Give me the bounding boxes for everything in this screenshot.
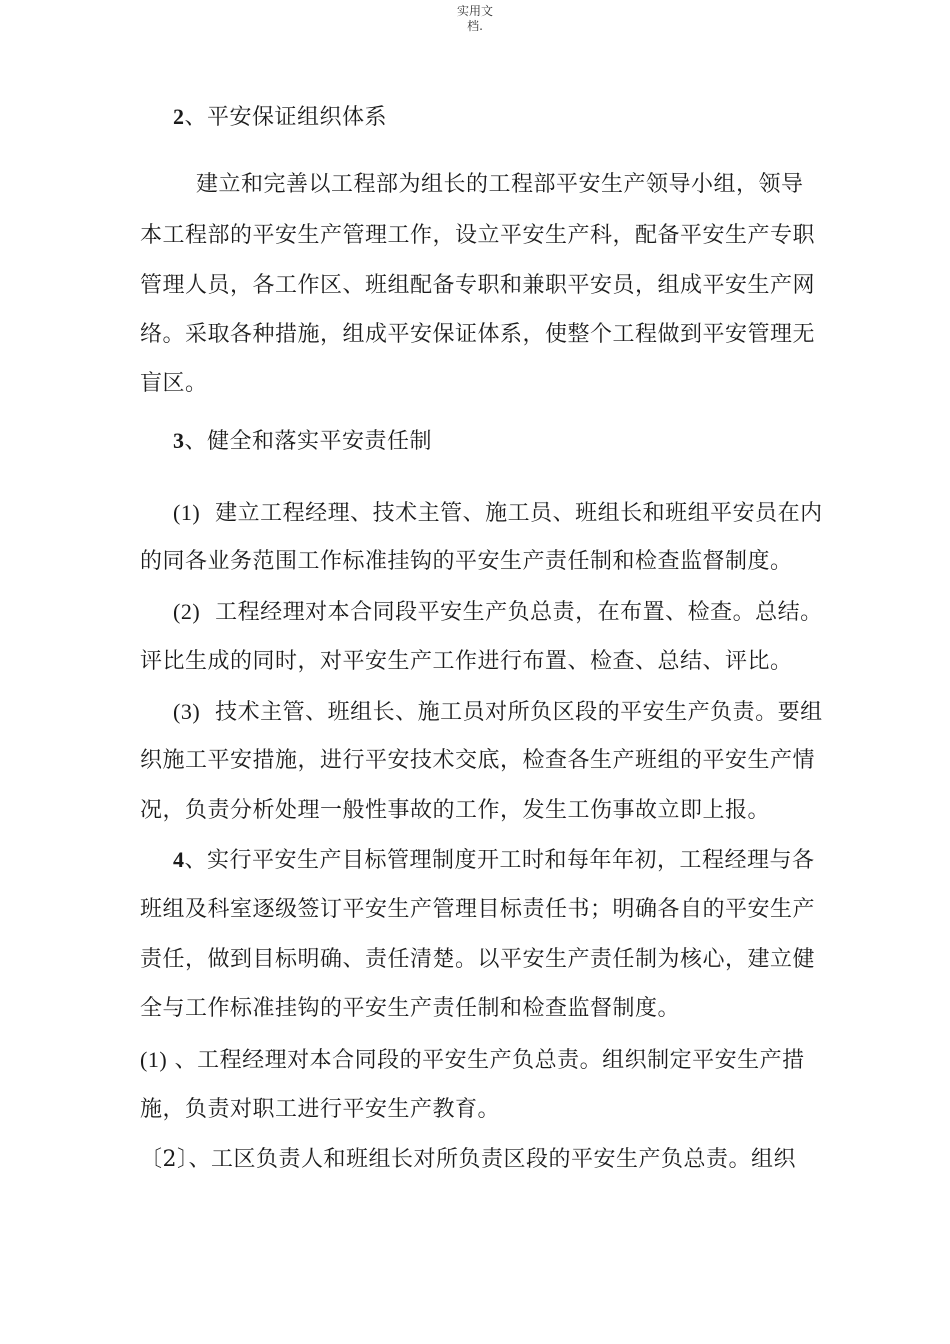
section-4-item-2-mark: 〔2〕 [140,1147,189,1172]
section-3-item-1-text: 建立工程经理、技术主管、施工员、班组长和班组平安员在内 [215,501,823,526]
section-2-heading [173,102,853,133]
section-4-item-1-first [140,1045,820,1076]
section-3-item-3-rest-2: 况，负责分析处理一般性事故的工作，发生工伤事故立即上报。 [140,798,771,823]
section-2-para-line-5: 盲区。 [140,371,208,396]
section-2-para-line-1: 建立和完善以工程部为组长的工程部平安生产领导小组，领导 [196,172,804,197]
section-4-item-1-mark: (1) [140,1047,168,1072]
section-4-line-2: 班组及科室逐级签订平安生产管理目标责任书；明确各自的平安生产 [140,897,816,922]
section-2-para-line-4: 络。采取各种措施，组成平安保证体系，使整个工程做到平安管理无 [140,322,816,347]
section-3-number: 3 [173,428,185,453]
section-4-number: 4 [173,847,185,872]
section-3-item-1-rest: 的同各业务范围工作标准挂钩的平安生产责任制和检查监督制度。 [140,549,793,574]
section-3-item-3-text: 技术主管、班组长、施工员对所负区段的平安生产负责。要组 [215,700,823,725]
section-4-first-text: 、实行平安生产目标管理制度开工时和每年年初，工程经理与各 [184,848,815,873]
section-3-item-1-mark: (1) [173,500,201,525]
section-3-item-2-rest: 评比生成的同时，对平安生产工作进行布置、检查、总结、评比。 [140,649,793,674]
header-line-1: 实用文 [456,4,493,18]
section-3-item-2-first [173,597,853,628]
section-4-item-2-first [140,1145,820,1175]
section-2-number: 2 [173,104,185,129]
section-3-item-2-text: 工程经理对本合同段平安生产负总责，在布置、检查。总结。 [215,600,823,625]
section-4-item-1-text: 、工程经理对本合同段的平安生产负总责。组织制定平安生产措 [174,1048,805,1073]
section-3-title: 、健全和落实平安责任制 [184,429,433,454]
section-4-line-3: 责任，做到目标明确、责任清楚。以平安生产责任制为核心，建立健 [140,947,816,972]
section-4-line-4: 全与工作标准挂钩的平安生产责任制和检查监督制度。 [140,996,681,1021]
header-line-2: 档. [467,19,483,33]
section-4-item-1-rest: 施，负责对职工进行平安生产教育。 [140,1097,501,1122]
section-3-item-3-mark: (3) [173,699,201,724]
section-3-item-3-first [173,697,853,728]
section-3-item-1-first [173,498,853,529]
section-3-item-2-mark: (2) [173,599,201,624]
section-4-first [173,845,853,876]
section-3-item-3-rest-1: 织施工平安措施，进行平安技术交底，检查各生产班组的平安生产情 [140,748,816,773]
section-2-para-line-2: 本工程部的平安生产管理工作，设立平安生产科，配备平安生产专职 [140,223,816,248]
section-2-title: 、平安保证组织体系 [184,105,388,130]
section-4-item-2-text: 、工区负责人和班组长对所负责区段的平安生产负总责。组织 [188,1147,797,1172]
section-3-heading [173,426,853,457]
section-2-para-line-3: 管理人员，各工作区、班组配备专职和兼职平安员，组成平安生产网 [140,273,816,298]
